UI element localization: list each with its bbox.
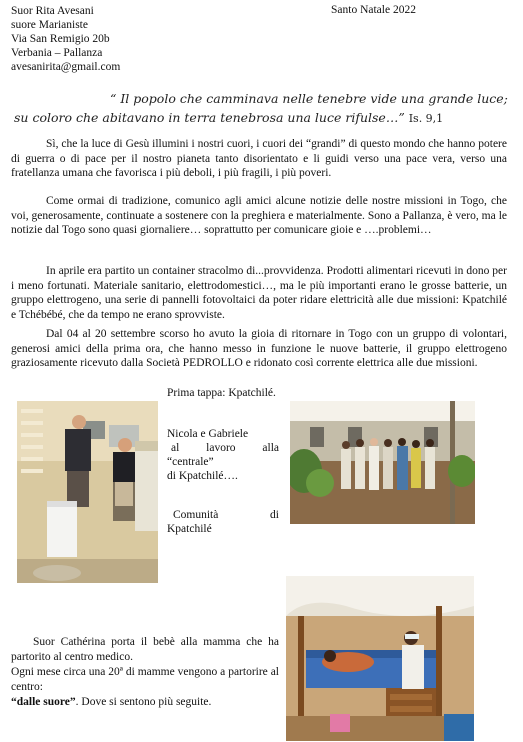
first-stop: Prima tappa: Kpatchilé. — [167, 387, 276, 399]
caption-community: Comunità di Kpatchilé — [167, 509, 279, 535]
quote-text: “ Il popolo che camminava nelle tenebre vide una grande luce; su coloro che abitavano in terra tenebrosa una luce rifulse…” — [14, 91, 508, 125]
sender-address — [11, 4, 120, 74]
photo-community-kpatchile — [290, 401, 475, 524]
dalle-suore: “dalle suore” — [11, 696, 76, 708]
sender-street: Via San Remigio 20b — [11, 33, 110, 45]
paragraph-1: Sì, che la luce di Gesù illumini i nostri cuori, i cuori dei “grandi” di questo mondo che hanno potere di guerra o di pace per il nostro pianeta tanto disorientato e li guidi verso una pace vera, verso una fratellanza umana che favorisca i più deboli, i più fragili, i più poveri. — [11, 138, 507, 180]
bottom-caption: Suor Cathérina porta il bebè alla mamma che ha partorito al centro medico. Ogni mese circa una 20ª di mamme vengono a partorire al centro: “dalle suore”. Dove si sentono più seguite. — [11, 636, 279, 708]
bible-quote — [14, 89, 510, 128]
paragraph-3: In aprile era partito un container stracolmo di...provvidenza. Prodotti alimentari ricevuti in dono per i meno fortunati. Materiale sanitario, elettrodomestici…, ma le più importanti erano le grosse batterie, un gruppo elettrogeno, una serie di pannelli fotovoltaici da poter ridare elettricità alle due missioni: Kpatchilé e Tchébébé, che da tempo ne erano sprovviste. — [11, 265, 507, 321]
sender-org: suore Marianiste — [11, 19, 88, 31]
sender-email[interactable]: avesanirita@gmail.com — [11, 61, 121, 73]
letter-date: Santo Natale 2022 — [331, 4, 416, 16]
sender-city: Verbania – Pallanza — [11, 47, 103, 59]
quote-ref: Is. 9,1 — [408, 112, 444, 125]
paragraph-4: Dal 04 al 20 settembre scorso ho avuto la gioia di ritornare in Togo con un gruppo di volontari, generosi amici della prima ora, che hanno messo in funzione le nuove batterie, il gruppo elettrogeno graziosamente ricevuto dalla Società PEDROLLO e ridonato così corrente elettrica alle due missioni. — [11, 328, 507, 370]
caption-workers: Nicola e Gabriele al lavoro alla “centrale” di Kpatchilé…. — [167, 428, 279, 482]
photo-workers-container — [17, 401, 158, 583]
paragraph-2: Come ormai di tradizione, comunico agli amici alcune notizie delle nostre missioni in Togo, che voi, generosamente, continuate a sostenere con la preghiera e materialmente. Sono a Pallanza, è vero, ma le notizie dal Togo sono quasi giornaliere… soprattutto per comunicare gioie e ….problemi… — [11, 195, 507, 237]
photo-sister-with-baby — [286, 576, 474, 741]
sender-name: Suor Rita Avesani — [11, 5, 94, 17]
